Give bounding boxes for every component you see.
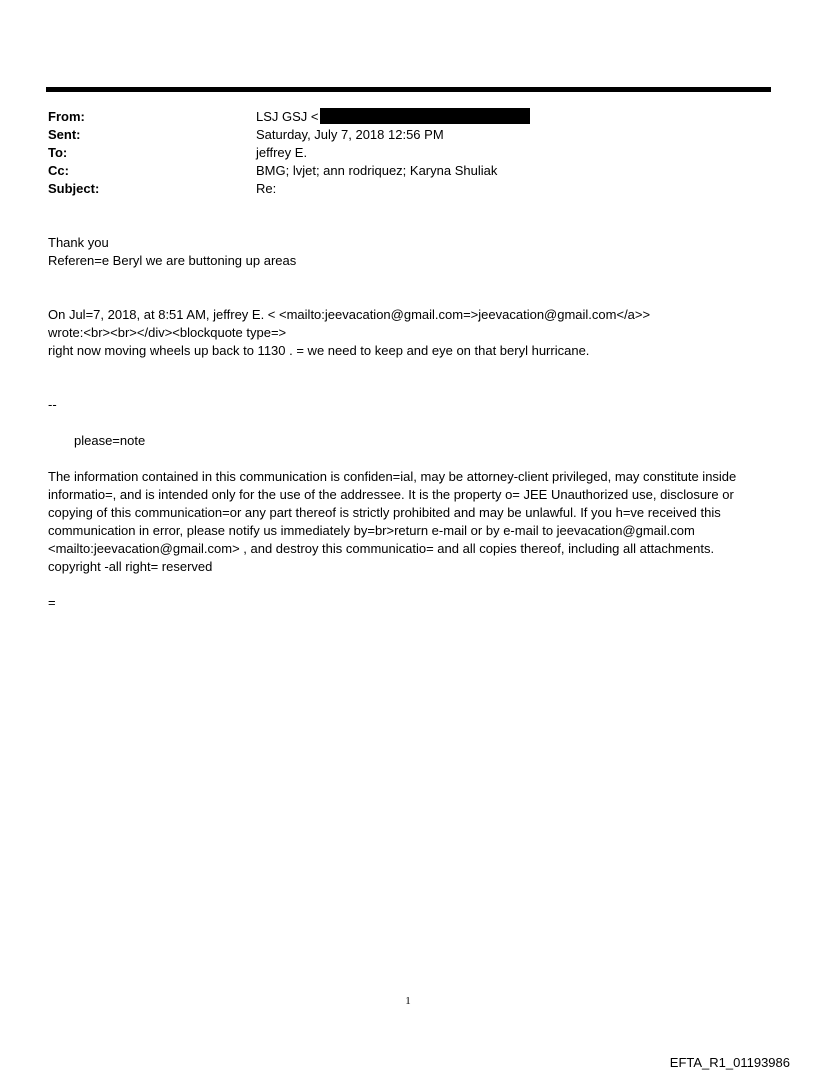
to-value: jeffrey E. <box>256 145 308 160</box>
document-id: EFTA_R1_01193986 <box>669 1055 790 1070</box>
redaction-box <box>320 108 530 124</box>
from-value <box>256 108 530 126</box>
quote-line-1: On Jul=7, 2018, at 8:51 AM, jeffrey E. < <mailto:jeevacation@gmail.com=>jeevacation@gmail.com</a>> <box>48 307 651 322</box>
signature-separator: -- <box>48 397 57 412</box>
subject-label: Subject: <box>48 181 100 196</box>
quote-line-3: right now moving wheels up back to 1130 . = we need to keep and eye on that beryl hurricane. <box>48 343 590 358</box>
quote-line-2: wrote:<br><br></div><blockquote type=> <box>48 325 287 340</box>
sent-value: Saturday, July 7, 2018 12:56 PM <box>256 127 444 142</box>
please-note: please=note <box>74 433 146 448</box>
from-label: From: <box>48 109 85 124</box>
subject-value: Re: <box>256 181 277 196</box>
body-line-thanks: Thank you <box>48 235 109 250</box>
header-rule <box>46 87 771 92</box>
disclaimer-paragraph: The information contained in this communication is confiden=ial, may be attorney-client privileged, may constitute inside informatio=, and is intended only for the use of the addressee. It is the property o= JEE Unauthorized use, disclosure or copying of this communication=or any part thereof is strictly prohibited and may be unlawful. If you h=ve received this communication in error, please notify us immediately by=br>return e-mail or by e-mail to jeevacation@gmail.com <mailto:jeevacation@gmail.com> , and destroy this communicatio= and all copies thereof, including all attachments. copyright -all right= reserved <box>48 469 737 574</box>
page-number: 1 <box>405 995 411 1007</box>
cc-value: BMG; lvjet; ann rodriquez; Karyna Shuliak <box>256 163 498 178</box>
from-text: LSJ GSJ < <box>256 109 319 124</box>
cc-label: Cc: <box>48 163 69 178</box>
to-label: To: <box>48 145 68 160</box>
trailer-equals: = <box>48 595 56 610</box>
body-line-beryl: Referen=e Beryl we are buttoning up areas <box>48 253 297 268</box>
sent-label: Sent: <box>48 127 81 142</box>
